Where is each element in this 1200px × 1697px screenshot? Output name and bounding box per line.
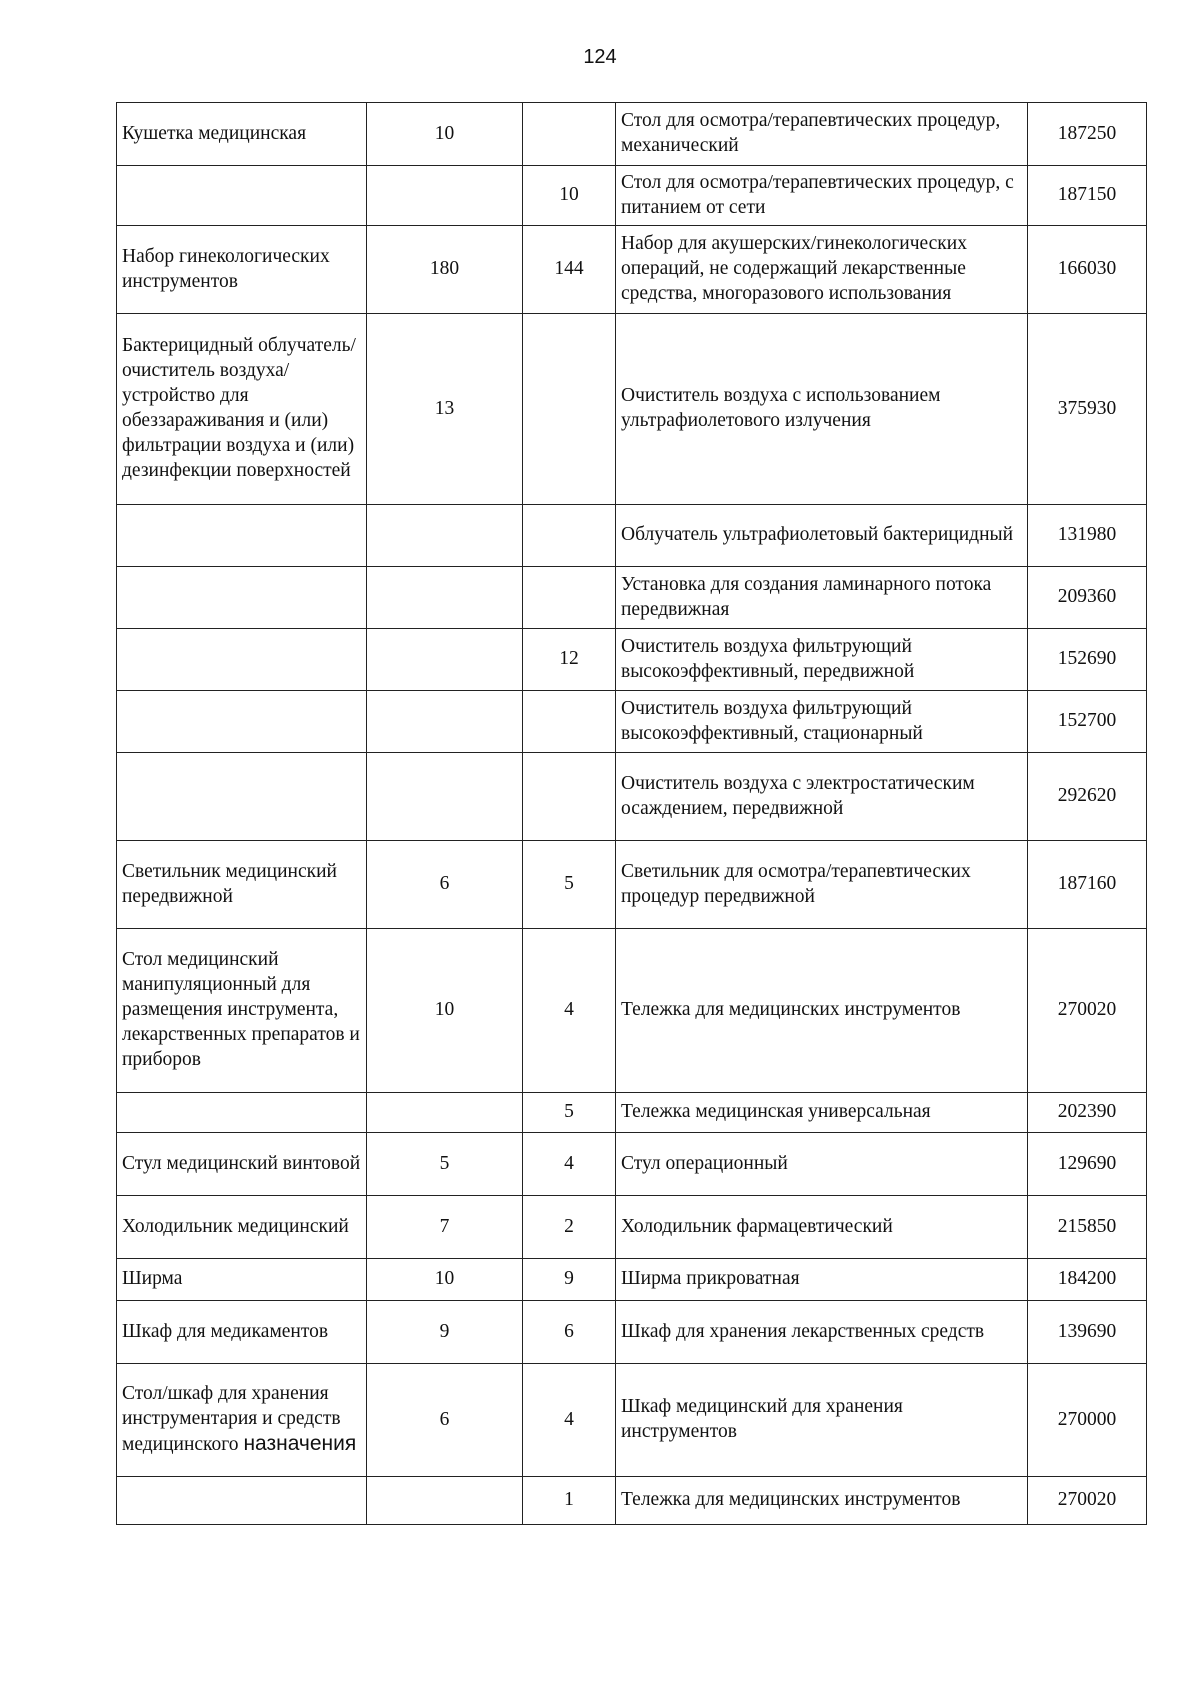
required-qty-cell <box>367 505 523 567</box>
available-qty-cell: 5 <box>523 1093 616 1133</box>
available-qty-cell <box>523 314 616 505</box>
type-code-cell: 270020 <box>1028 1477 1147 1525</box>
type-code-cell: 184200 <box>1028 1259 1147 1301</box>
equipment-name-cell: Кушетка медицинская <box>117 103 367 166</box>
available-qty-cell: 6 <box>523 1301 616 1364</box>
equipment-type-cell: Тележка для медицинских инструментов <box>616 929 1028 1093</box>
table-row <box>117 691 1147 753</box>
equipment-type-cell: Стул операционный <box>616 1133 1028 1196</box>
table-row <box>117 1196 1147 1259</box>
type-code-cell: 215850 <box>1028 1196 1147 1259</box>
type-code-cell: 187150 <box>1028 166 1147 226</box>
required-qty-cell <box>367 629 523 691</box>
required-qty-cell: 6 <box>367 1364 523 1477</box>
equipment-type-cell: Тележка медицинская универсальная <box>616 1093 1028 1133</box>
available-qty-cell: 9 <box>523 1259 616 1301</box>
available-qty-cell: 5 <box>523 841 616 929</box>
type-code-cell: 270020 <box>1028 929 1147 1093</box>
type-code-cell: 131980 <box>1028 505 1147 567</box>
available-qty-cell: 144 <box>523 226 616 314</box>
type-code-cell: 187160 <box>1028 841 1147 929</box>
equipment-name-cell <box>117 1093 367 1133</box>
available-qty-cell: 4 <box>523 929 616 1093</box>
equipment-name-cell: Набор гинекологических инструментов <box>117 226 367 314</box>
equipment-type-cell: Очиститель воздуха с электростатическим осаждением, передвижной <box>616 753 1028 841</box>
equipment-type-cell: Стол для осмотра/терапевтических процедур, механический <box>616 103 1028 166</box>
required-qty-cell <box>367 567 523 629</box>
table-row <box>117 505 1147 567</box>
equipment-name-cell: Светильник медицинский передвижной <box>117 841 367 929</box>
equipment-name-last-word: назначения <box>243 1432 357 1456</box>
equipment-name-cell <box>117 629 367 691</box>
equipment-name-cell: Стул медицинский винтовой <box>117 1133 367 1196</box>
available-qty-cell <box>523 505 616 567</box>
equipment-name-cell <box>117 505 367 567</box>
table-row <box>117 753 1147 841</box>
required-qty-cell: 180 <box>367 226 523 314</box>
table-row <box>117 1301 1147 1364</box>
required-qty-cell: 10 <box>367 929 523 1093</box>
table-row <box>117 841 1147 929</box>
equipment-name-cell: Ширма <box>117 1259 367 1301</box>
type-code-cell: 187250 <box>1028 103 1147 166</box>
equipment-name-cell: Холодильник медицинский <box>117 1196 367 1259</box>
table-row <box>117 929 1147 1093</box>
available-qty-cell <box>523 691 616 753</box>
table-row <box>117 1093 1147 1133</box>
type-code-cell: 152700 <box>1028 691 1147 753</box>
equipment-name-cell <box>117 691 367 753</box>
equipment-name-cell <box>117 753 367 841</box>
required-qty-cell: 9 <box>367 1301 523 1364</box>
required-qty-cell: 10 <box>367 1259 523 1301</box>
table-row <box>117 314 1147 505</box>
table-row <box>117 103 1147 166</box>
equipment-type-cell: Холодильник фармацевтический <box>616 1196 1028 1259</box>
equipment-type-cell: Набор для акушерских/гинекологических операций, не содержащий лекарственные средства, многоразового использования <box>616 226 1028 314</box>
table-row <box>117 1133 1147 1196</box>
table-row <box>117 567 1147 629</box>
required-qty-cell <box>367 691 523 753</box>
equipment-name-cell: Шкаф для медикаментов <box>117 1301 367 1364</box>
available-qty-cell: 2 <box>523 1196 616 1259</box>
available-qty-cell: 4 <box>523 1133 616 1196</box>
equipment-type-cell: Установка для создания ламинарного потока передвижная <box>616 567 1028 629</box>
equipment-type-cell: Очиститель воздуха фильтрующий высокоэффективный, стационарный <box>616 691 1028 753</box>
type-code-cell: 292620 <box>1028 753 1147 841</box>
equipment-name-cell: Стол медицинский манипуляционный для размещения инструмента, лекарственных препаратов и приборов <box>117 929 367 1093</box>
required-qty-cell <box>367 1477 523 1525</box>
equipment-type-cell: Шкаф для хранения лекарственных средств <box>616 1301 1028 1364</box>
type-code-cell: 202390 <box>1028 1093 1147 1133</box>
equipment-type-cell: Очиститель воздуха с использованием ультрафиолетового излучения <box>616 314 1028 505</box>
available-qty-cell: 12 <box>523 629 616 691</box>
available-qty-cell <box>523 103 616 166</box>
available-qty-cell: 1 <box>523 1477 616 1525</box>
required-qty-cell: 7 <box>367 1196 523 1259</box>
equipment-name-cell <box>117 1364 367 1477</box>
table-row <box>117 1477 1147 1525</box>
available-qty-cell <box>523 567 616 629</box>
available-qty-cell <box>523 753 616 841</box>
required-qty-cell: 5 <box>367 1133 523 1196</box>
equipment-name-cell: Бактерицидный облучатель/очиститель воздуха/устройство для обеззараживания и (или) фильтрации воздуха и (или) дезинфекции поверхностей <box>117 314 367 505</box>
table-row <box>117 166 1147 226</box>
type-code-cell: 270000 <box>1028 1364 1147 1477</box>
page-number: 124 <box>583 46 617 68</box>
equipment-type-cell: Светильник для осмотра/терапевтических процедур передвижной <box>616 841 1028 929</box>
type-code-cell: 209360 <box>1028 567 1147 629</box>
table-row <box>117 226 1147 314</box>
type-code-cell: 139690 <box>1028 1301 1147 1364</box>
table-row <box>117 1364 1147 1477</box>
equipment-table <box>116 102 1147 1525</box>
equipment-type-cell: Шкаф медицинский для хранения инструментов <box>616 1364 1028 1477</box>
available-qty-cell: 4 <box>523 1364 616 1477</box>
type-code-cell: 375930 <box>1028 314 1147 505</box>
equipment-name-text: Стол/шкаф для хранения инструментария и средств медицинского <box>122 1382 341 1456</box>
required-qty-cell: 6 <box>367 841 523 929</box>
equipment-type-cell: Облучатель ультрафиолетовый бактерицидный <box>616 505 1028 567</box>
equipment-name-cell <box>117 166 367 226</box>
equipment-name-cell <box>117 567 367 629</box>
table-row <box>117 629 1147 691</box>
required-qty-cell <box>367 753 523 841</box>
equipment-type-cell: Стол для осмотра/терапевтических процедур, с питанием от сети <box>616 166 1028 226</box>
required-qty-cell <box>367 1093 523 1133</box>
equipment-name-cell <box>117 1477 367 1525</box>
required-qty-cell: 10 <box>367 103 523 166</box>
required-qty-cell: 13 <box>367 314 523 505</box>
equipment-type-cell: Ширма прикроватная <box>616 1259 1028 1301</box>
type-code-cell: 166030 <box>1028 226 1147 314</box>
required-qty-cell <box>367 166 523 226</box>
equipment-type-cell: Тележка для медицинских инструментов <box>616 1477 1028 1525</box>
table-row <box>117 1259 1147 1301</box>
type-code-cell: 152690 <box>1028 629 1147 691</box>
available-qty-cell: 10 <box>523 166 616 226</box>
equipment-type-cell: Очиститель воздуха фильтрующий высокоэффективный, передвижной <box>616 629 1028 691</box>
type-code-cell: 129690 <box>1028 1133 1147 1196</box>
